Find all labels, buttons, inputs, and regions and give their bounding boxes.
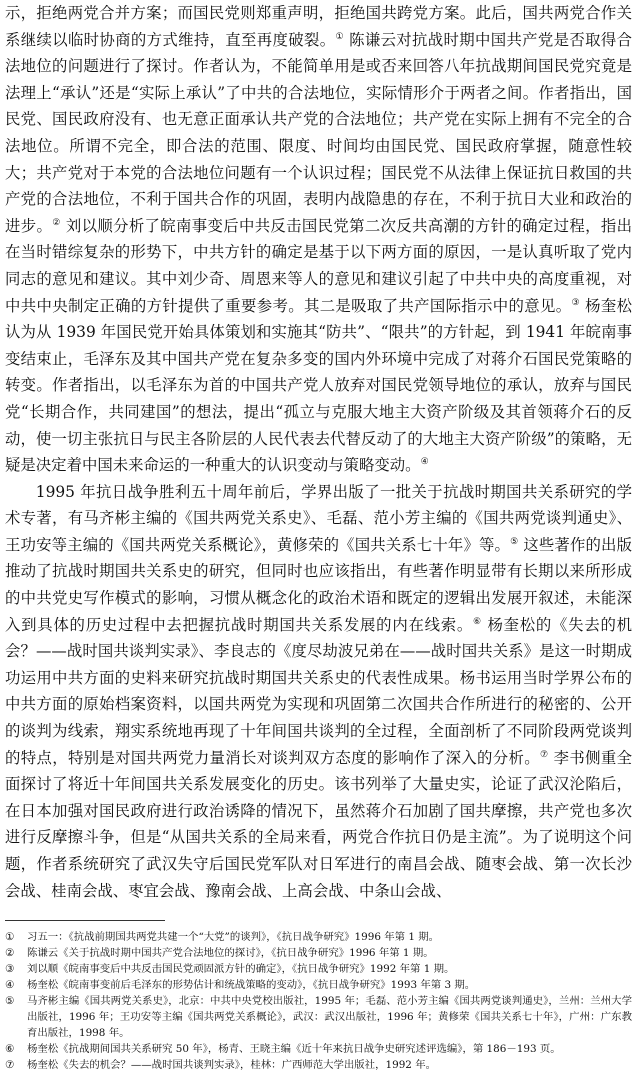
text-run: 示，拒绝两党合并方案；而国民党则郑重声明，拒绝国共跨党方案。此后，国共两党合作关系继续以临时协商的方式维持，直至再度破裂。 xyxy=(5,4,632,49)
footnote-marker-6[interactable]: ⑥ xyxy=(473,616,482,627)
footnote-1 xyxy=(5,929,632,945)
text-run: 刘以顺分析了皖南事变后中共反击国民党第二次反共高潮的方针的确定过程，指出在当时错综复杂的形势下，中共方针的确定是基于以下两方面的原因，一是认真听取了党内同志的意见和建议。其中刘少奇、周恩来等人的意见和建议引起了中共中央的高度重视，对中共中央制定正确的方针提供了重要参考。其二是吸取了共产国际指示中的意见。 xyxy=(5,216,632,315)
paragraph-1 xyxy=(5,0,632,479)
paragraph-2 xyxy=(5,479,632,905)
footnote-text: 陈谦云《关于抗战时期中国共产党合法地位的探讨》，《抗日战争研究》1996 年第 1 期。 xyxy=(27,947,434,960)
footnote-text: 杨奎松《抗战期间国共关系研究 50 年》，杨青、王晓主编《近十年来抗日战争史研究述评选编》，第 186－193 页。 xyxy=(27,1043,561,1056)
text-run: 李书侧重全面探讨了将近十年间国共关系发展变化的历史。该书列举了大量史实，论证了武汉沦陷后，在日本加强对国民政府进行政治诱降的情况下，虽然蒋介石加剧了国共摩擦，共产党也多次进行反摩擦斗争，但是“从国共关系的全局来看，两党合作抗日仍是主流”。为了说明这个问题，作者系统研究了武汉失守后国民党军队对日军进行的南昌会战、随枣会战、第一次长沙会战、桂南会战、枣宜会战、豫南会战、上高会战、中条山会战、 xyxy=(5,748,632,900)
footnote-text: 杨奎松《失去的机会？——战时国共谈判实录》，桂林：广西师范大学出版社，1992 年。 xyxy=(27,1059,436,1072)
footnote-text: 杨奎松《皖南事变前后毛泽东的形势估计和统战策略的变动》，《抗日战争研究》1993 年第 3 期。 xyxy=(27,979,476,992)
footnote-5 xyxy=(5,993,632,1041)
footnote-marker-5[interactable]: ⑤ xyxy=(510,536,519,547)
footnote-number: ① xyxy=(5,931,15,944)
footnote-2 xyxy=(5,945,632,961)
footnote-7 xyxy=(5,1057,632,1073)
footnote-marker-1[interactable]: ① xyxy=(335,31,344,42)
main-text xyxy=(5,0,632,904)
footnote-6 xyxy=(5,1041,632,1057)
footnote-number: ② xyxy=(5,947,15,960)
text-run: 杨奎松的《失去的机会？——战时国共谈判实录》、李良志的《度尽劫波兄弟在——战时国共关系》是这一时期成功运用中共方面的史料来研究抗战时期国共关系史的代表性成果。杨书运用当时学界公布的中共方面的原始档案资料，以国共两党为实现和巩固第二次国共合作所进行的秘密的、公开的谈判为线索，翔实系统地再现了十年间国共谈判的全过程，全面剖析了不同阶段两党谈判的特点，特别是对国共两党力量消长对谈判双方态度的影响作了深入的分析。 xyxy=(5,615,632,767)
text-run: 这些著作的出版推动了抗战时期国共关系史的研究，但同时也应该指出，有些著作明显带有长期以来所形成的中共党史写作模式的影响，习惯从概念化的政治术语和既定的逻辑出发展开叙述，未能深入到具体的历史过程中去把握抗战时期国共关系发展的内在线索。 xyxy=(5,535,632,634)
text-run: 1995 年抗日战争胜利五十周年前后，学界出版了一批关于抗战时期国共关系研究的学术专著，有马齐彬主编的《国共两党关系史》、毛磊、范小芳主编的《国共两党谈判通史》、王功安等主编的《国共两党关系概论》，黄修荣的《国共关系七十年》等。 xyxy=(5,482,632,554)
footnote-number: ⑤ xyxy=(5,995,15,1008)
footnotes xyxy=(5,929,632,1073)
footnote-3 xyxy=(5,961,632,977)
footnote-marker-3[interactable]: ③ xyxy=(571,297,580,308)
footnote-number: ④ xyxy=(5,979,15,992)
footnote-4 xyxy=(5,977,632,993)
footnote-marker-4[interactable]: ④ xyxy=(420,457,429,468)
footnote-number: ⑦ xyxy=(5,1059,15,1072)
text-run: 陈谦云对抗战时期中国共产党是否取得合法地位的问题进行了探讨。作者认为，不能简单用是或否来回答八年抗战期间国民党究竟是法理上“承认”还是“实际上承认”了中共的合法地位，实际情形介于两者之间。作者指出，国民党、国民政府没有、也无意正面承认共产党的合法地位；共产党在实际上拥有不完全的合法地位。所谓不完全，即合法的范围、限度、时间均由国民党、国民政府掌握，随意性较大；共产党对于本党的合法地位问题有一个认识过程；国民党不从法律上保证抗日救国的共产党的合法地位，不利于国共合作的巩固，表明内战隐患的存在，不利于抗日大业和政治的进步。 xyxy=(5,30,632,235)
footnote-text: 习五一：《抗战前期国共两党共建一个“大党”的谈判》，《抗日战争研究》1996 年第 1 期。 xyxy=(27,931,440,944)
footnote-marker-7[interactable]: ⑦ xyxy=(539,749,549,760)
footnote-number: ⑥ xyxy=(5,1043,15,1056)
footnote-text: 马齐彬主编《国共两党关系史》，北京：中共中央党校出版社，1995 年；毛磊、范小芳主编《国共两党谈判通史》，兰州：兰州大学出版社，1996 年；王功安等主编《国共两党关系概论》，武汉：武汉出版社，1996 年；黄修荣《国共关系七十年》，广州：广东教育出版社，1998 年。 xyxy=(27,995,632,1040)
footnote-divider xyxy=(5,920,165,921)
footnote-text: 刘以顺《皖南事变后中共反击国民党顽固派方针的确定》，《抗日战争研究》1992 年第 1 期。 xyxy=(27,963,455,976)
footnote-marker-2[interactable]: ② xyxy=(52,217,61,228)
footnote-number: ③ xyxy=(5,963,15,976)
text-run: 杨奎松认为从 1939 年国民党开始具体策划和实施其“防共”、“限共”的方针起，到 1941 年皖南事变结束止，毛泽东及其中国共产党在复杂多变的国内外环境中完成了对蒋介石国民党策略的转变。作者指出，以毛泽东为首的中国共产党人放弃对国民党领导地位的承认，放弃与国民党“长期合作，共同建国”的想法，提出“孤立与克服大地主大资产阶级及其首领蒋介石的反动，使一切主张抗日与民主各阶层的人民代表去代替反动了的大地主大资产阶级”的策略，无疑是决定着中国未来命运的一种重大的认识变动与策略变动。 xyxy=(5,296,632,475)
